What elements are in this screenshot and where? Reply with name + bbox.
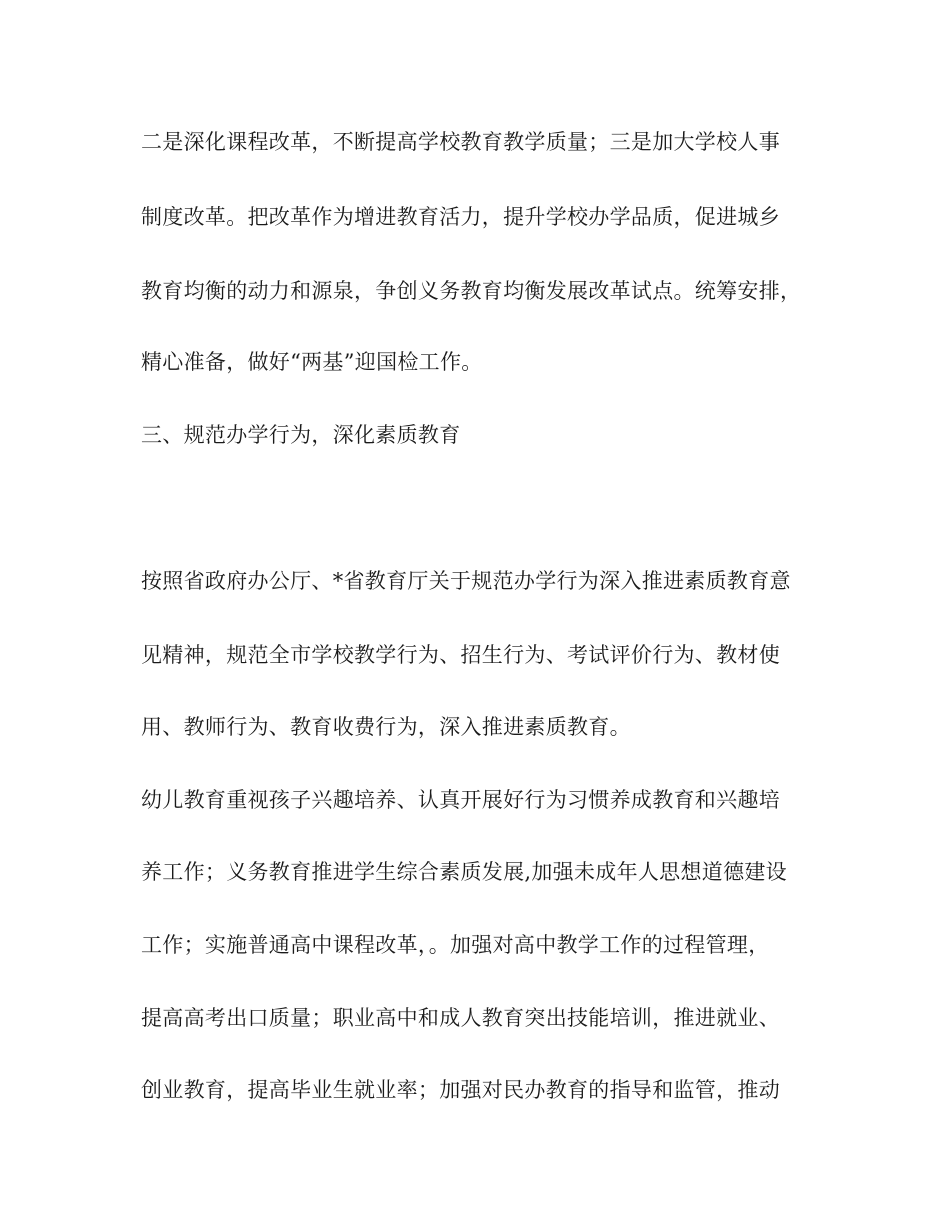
- paragraph-line: 精心准备，做好“两基”迎国检工作。: [141, 350, 483, 374]
- section-heading: 三、规范办学行为，深化素质教育: [141, 423, 461, 447]
- paragraph-line: 幼儿教育重视孩子兴趣培养、认真开展好行为习惯养成教育和兴趣培: [141, 788, 780, 812]
- paragraph-line: 养工作；义务教育推进学生综合素质发展,加强未成年人思想道德建设: [141, 860, 787, 884]
- paragraph-line: 教育均衡的动力和源泉，争创义务教育均衡发展改革试点。统筹安排，: [141, 279, 802, 303]
- paragraph-line: 提高高考出口质量；职业高中和成人教育突出技能培训，推进就业、: [141, 1006, 780, 1030]
- paragraph-line: 制度改革。把改革作为增进教育活力，提升学校办学品质，促进城乡: [141, 205, 780, 229]
- paragraph-line: 工作；实施普通高中课程改革，。加强对高中教学工作的过程管理，: [141, 933, 770, 957]
- paragraph-line: 二是深化课程改革，不断提高学校教育教学质量；三是加大学校人事: [141, 130, 780, 154]
- paragraph-line: 见精神，规范全市学校教学行为、招生行为、考试评价行为、教材使: [141, 643, 780, 667]
- paragraph-line: 按照省政府办公厅、*省教育厅关于规范办学行为深入推进素质教育意: [141, 569, 791, 593]
- paragraph-line: 用、教师行为、教育收费行为，深入推进素质教育。: [141, 715, 631, 739]
- paragraph-line: 创业教育，提高毕业生就业率；加强对民办教育的指导和监管，推动: [141, 1078, 780, 1102]
